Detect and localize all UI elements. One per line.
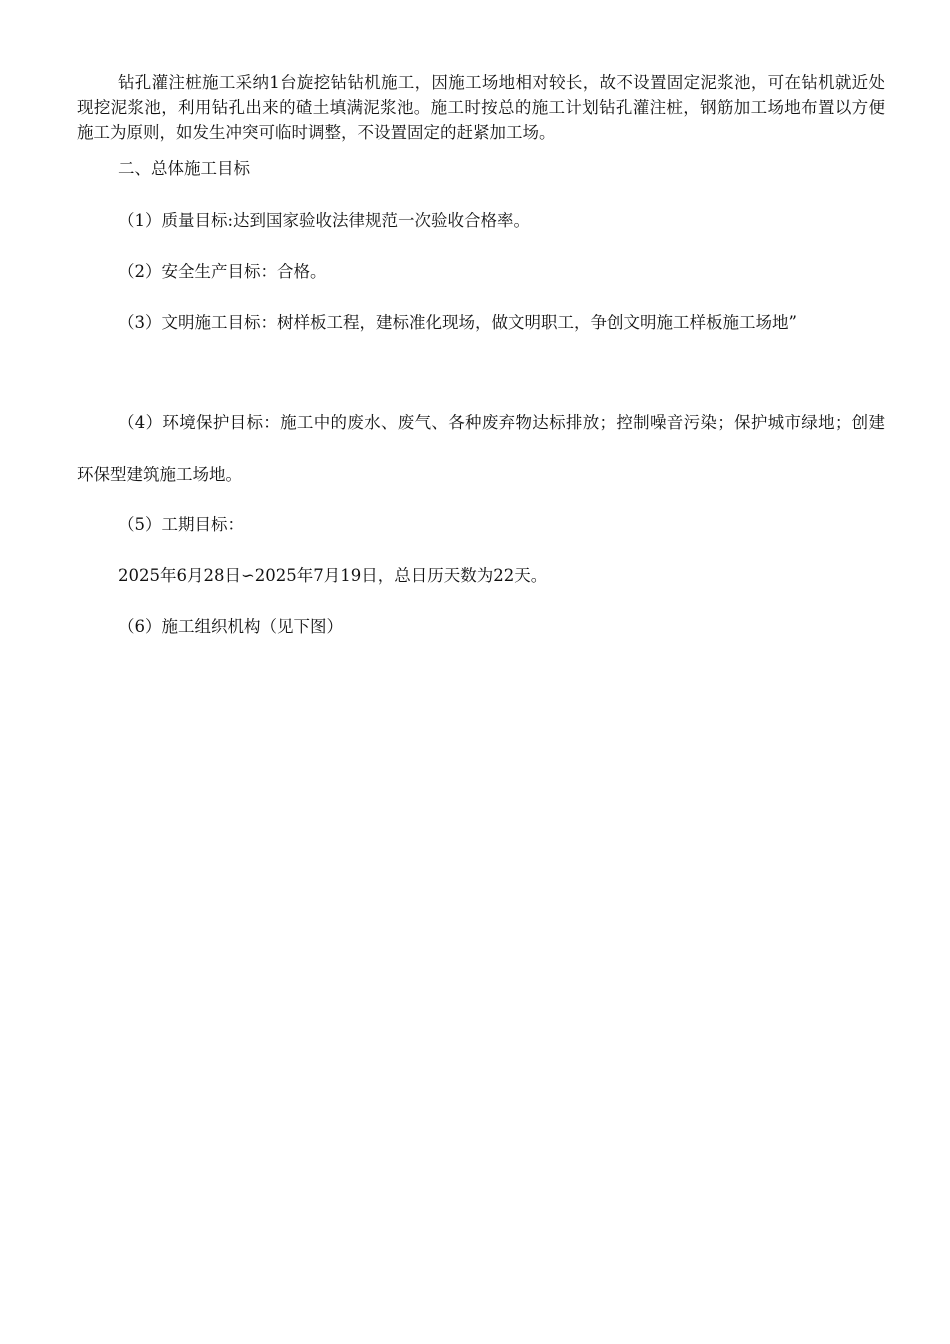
intro-paragraph: 钻孔灌注桩施工采纳1台旋挖钻钻机施工，因施工场地相对较长，故不设置固定泥浆池，可在钻机就近处现挖泥浆池，利用钻孔出来的碴土填满泥浆池。施工时按总的施工计划钻孔灌注桩，钢筋加工场地布置以方便施工为原则，如发生冲突可临时调整，不设置固定的赶紧加工场。 xyxy=(77,73,885,142)
goal-environmental-protection: （4）环境保护目标：施工中的废水、废气、各种废弃物达标排放；控制噪音污染；保护城市绿地；创建环保型建筑施工场地。 xyxy=(77,413,885,484)
schedule-dates: 2025年6月28日∽2025年7月19日，总日历天数为22天。 xyxy=(118,566,548,585)
goal-quality: （1）质量目标:达到国家验收法律规范一次验收合格率。 xyxy=(118,211,531,230)
section-heading: 二、总体施工目标 xyxy=(118,159,250,178)
goal-safety: （2）安全生产目标：合格。 xyxy=(118,262,327,281)
org-structure-note: （6）施工组织机构（见下图） xyxy=(118,617,343,636)
goal-civilized-construction: （3）文明施工目标：树样板工程，建标准化现场，做文明职工，争创文明施工样板施工场地” xyxy=(118,313,797,332)
goal-schedule: （5）工期目标： xyxy=(118,515,244,534)
